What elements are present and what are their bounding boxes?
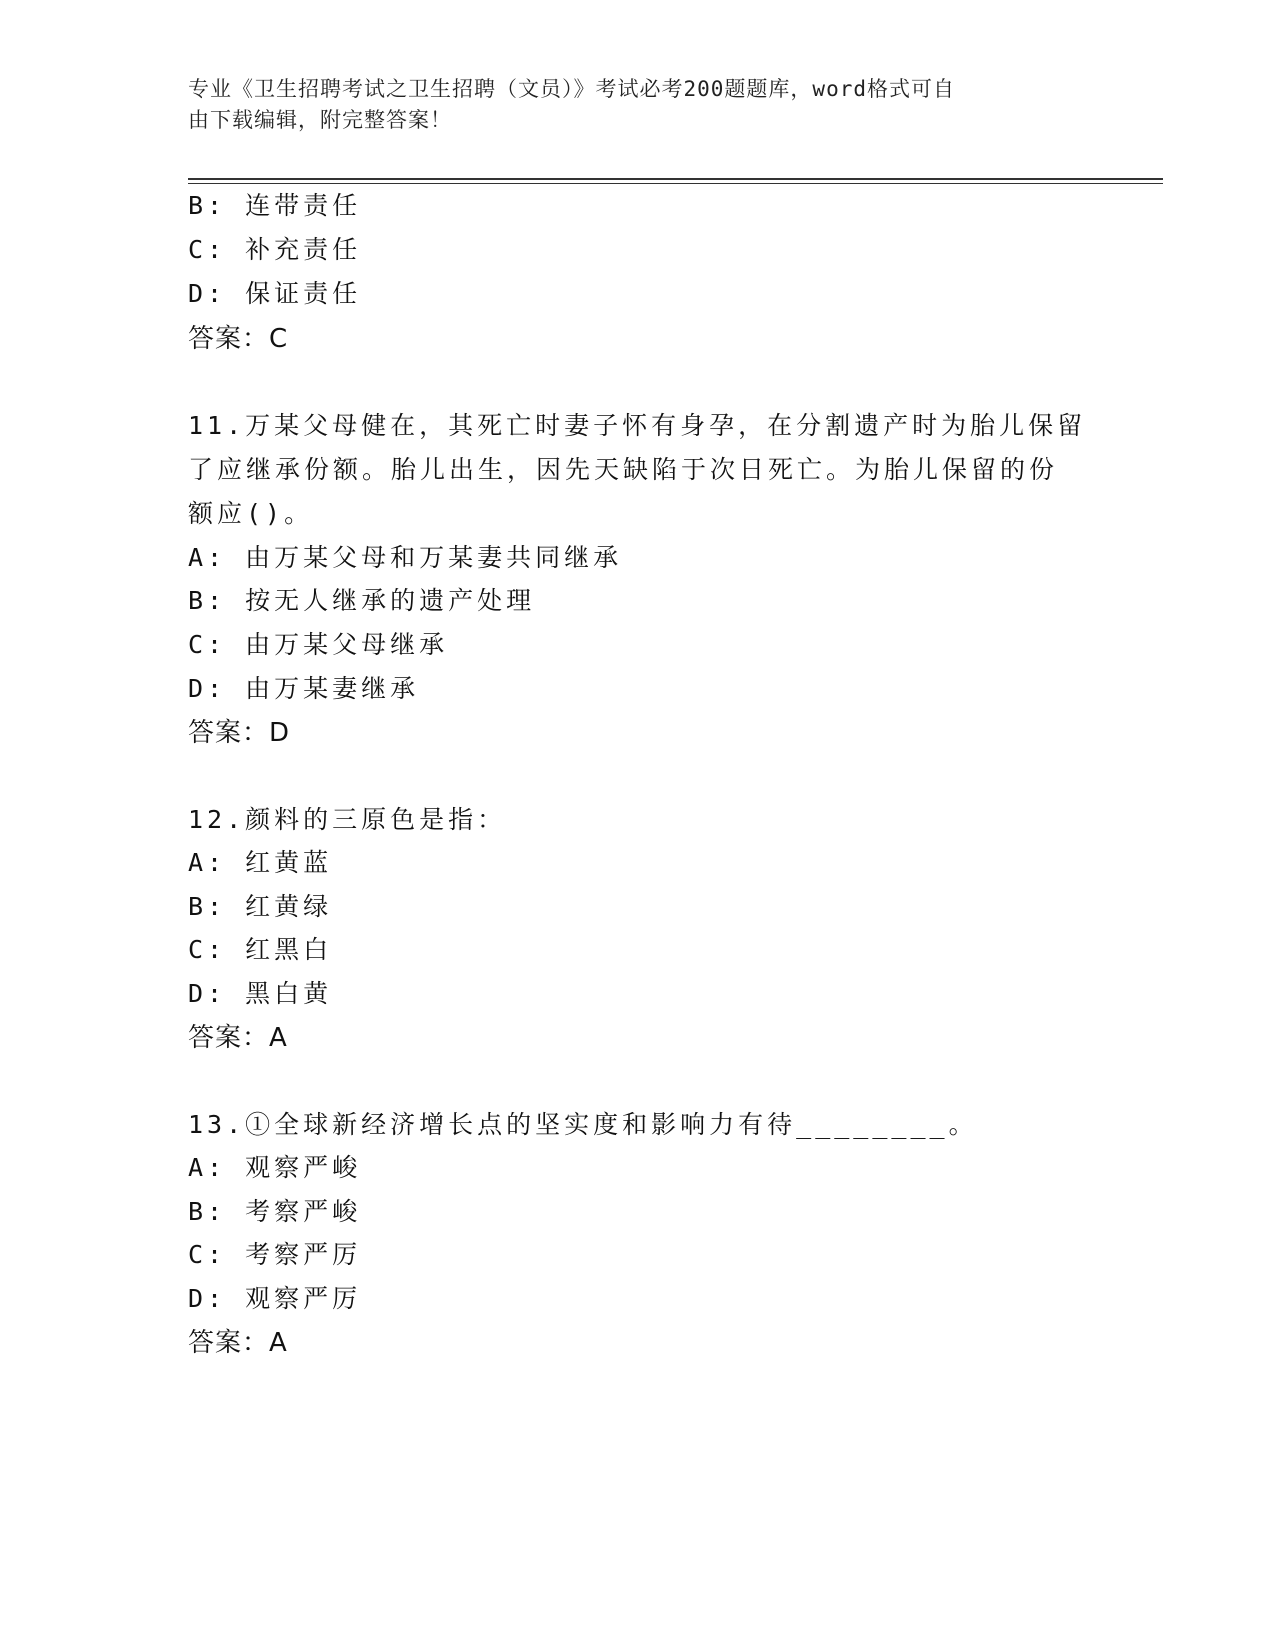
header-rule-thin xyxy=(188,183,1163,184)
q11-option-c: C: 由万某父母继承 xyxy=(188,630,449,659)
q13-option-d: D: 观察严厉 xyxy=(188,1284,362,1313)
q13-option-b: B: 考察严峻 xyxy=(188,1197,362,1226)
q11-option-b: B: 按无人继承的遗产处理 xyxy=(188,586,536,615)
q11-option-d: D: 由万某妻继承 xyxy=(188,674,420,703)
q10-answer: 答案：C xyxy=(188,324,289,354)
q13-stem: 13.①全球新经济增长点的坚实度和影响力有待________。 xyxy=(188,1110,978,1139)
q11-stem-line-2: 了应继承份额。胎儿出生，因先天缺陷于次日死亡。为胎儿保留的份 xyxy=(188,455,1059,484)
q12-stem: 12.颜料的三原色是指： xyxy=(188,805,507,834)
q13-option-a: A: 观察严峻 xyxy=(188,1153,362,1182)
q11-option-a: A: 由万某父母和万某妻共同继承 xyxy=(188,543,623,572)
header-line-2: 由下载编辑，附完整答案！ xyxy=(188,108,452,132)
q11-stem-line-1: 11.万某父母健在，其死亡时妻子怀有身孕，在分割遗产时为胎儿保留 xyxy=(188,411,1087,440)
header-line-1: 专业《卫生招聘考试之卫生招聘（文员）》考试必考200题题库，word格式可自 xyxy=(188,77,955,101)
q13-answer: 答案：A xyxy=(188,1328,288,1358)
q11-stem-line-3: 额应()。 xyxy=(188,499,314,528)
q10-option-d: D: 保证责任 xyxy=(188,279,362,308)
q12-option-d: D: 黑白黄 xyxy=(188,979,333,1008)
q12-option-a: A: 红黄蓝 xyxy=(188,848,333,877)
q10-option-c: C: 补充责任 xyxy=(188,235,362,264)
q11-answer: 答案：D xyxy=(188,718,291,748)
q12-answer: 答案：A xyxy=(188,1023,288,1053)
q12-option-c: C: 红黑白 xyxy=(188,935,333,964)
q10-option-b: B: 连带责任 xyxy=(188,191,362,220)
q12-option-b: B: 红黄绿 xyxy=(188,892,333,921)
header-rule-thick xyxy=(188,178,1163,180)
document-header xyxy=(188,74,1088,136)
q13-option-c: C: 考察严厉 xyxy=(188,1240,362,1269)
